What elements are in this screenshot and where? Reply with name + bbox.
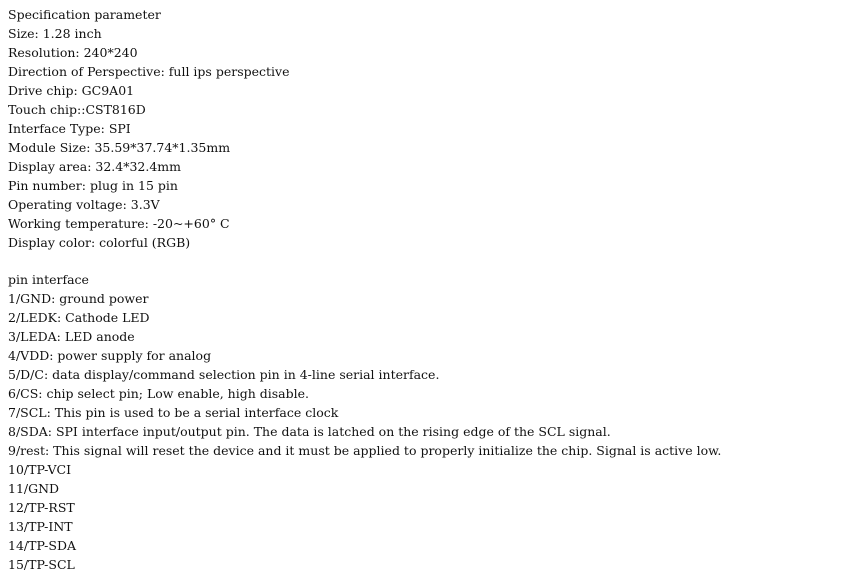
pin-line-8: 8/SDA: SPI interface input/output pin. The data is latched on the rising edge of the SCL signal. xyxy=(8,424,611,439)
spec-line-resolution: Resolution: 240*240 xyxy=(8,45,138,60)
pin-line-13: 13/TP-INT xyxy=(8,519,73,534)
spec-section xyxy=(8,5,860,252)
pin-line-5: 5/D/C: data display/command selection pin in 4-line serial interface. xyxy=(8,367,440,382)
spec-line-perspective: Direction of Perspective: full ips perspective xyxy=(8,64,290,79)
pin-line-6: 6/CS: chip select pin; Low enable, high disable. xyxy=(8,386,309,401)
pin-line-4: 4/VDD: power supply for analog xyxy=(8,348,212,363)
spec-line-interface-type: Interface Type: SPI xyxy=(8,121,131,136)
spec-heading: Specification parameter xyxy=(8,7,161,22)
pin-line-12: 12/TP-RST xyxy=(8,500,75,515)
section-gap xyxy=(8,252,860,270)
pin-line-9: 9/rest: This signal will reset the device and it must be applied to properly initialize the chip. Signal is active low. xyxy=(8,443,722,458)
pin-heading: pin interface xyxy=(8,272,89,287)
document-body xyxy=(8,5,860,574)
pin-section xyxy=(8,270,860,574)
spec-line-operating-voltage: Operating voltage: 3.3V xyxy=(8,197,160,212)
pin-line-15: 15/TP-SCL xyxy=(8,557,75,572)
spec-line-display-area: Display area: 32.4*32.4mm xyxy=(8,159,182,174)
pin-line-7: 7/SCL: This pin is used to be a serial interface clock xyxy=(8,405,339,420)
pin-line-11: 11/GND xyxy=(8,481,60,496)
spec-line-touch-chip: Touch chip::CST816D xyxy=(8,102,146,117)
pin-line-14: 14/TP-SDA xyxy=(8,538,77,553)
spec-line-drive-chip: Drive chip: GC9A01 xyxy=(8,83,135,98)
pin-line-1: 1/GND: ground power xyxy=(8,291,149,306)
spec-line-working-temperature: Working temperature: -20~+60° C xyxy=(8,216,230,231)
pin-line-3: 3/LEDA: LED anode xyxy=(8,329,135,344)
pin-line-10: 10/TP-VCI xyxy=(8,462,72,477)
spec-line-module-size: Module Size: 35.59*37.74*1.35mm xyxy=(8,140,231,155)
spec-line-size: Size: 1.28 inch xyxy=(8,26,102,41)
spec-line-display-color: Display color: colorful (RGB) xyxy=(8,235,191,250)
spec-line-pin-number: Pin number: plug in 15 pin xyxy=(8,178,178,193)
pin-line-2: 2/LEDK: Cathode LED xyxy=(8,310,150,325)
